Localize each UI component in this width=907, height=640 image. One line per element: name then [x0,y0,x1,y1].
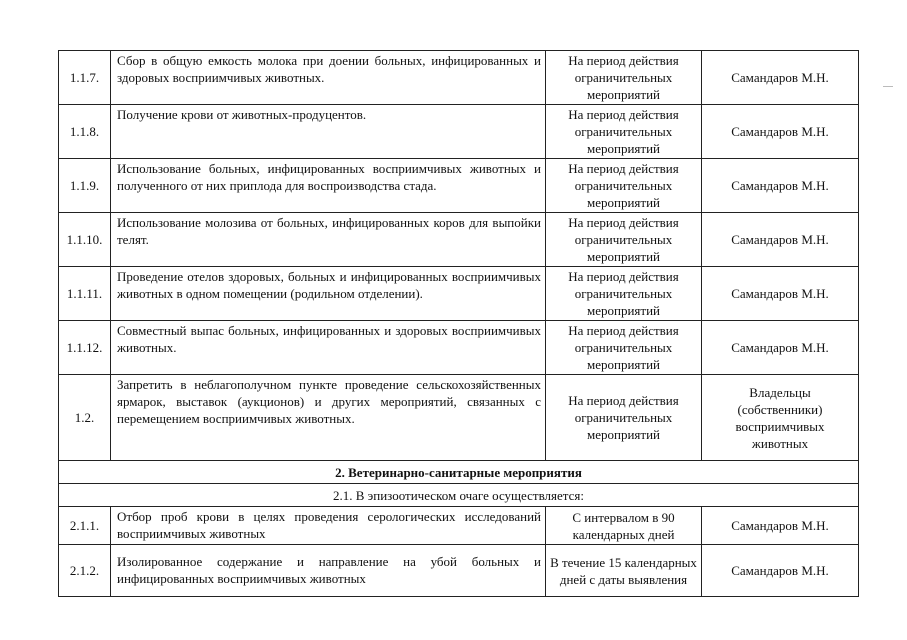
item-number: 1.1.11. [59,267,111,321]
item-description: Использование молозива от больных, инфицированных коров для выпойки телят. [111,213,546,267]
item-description: Получение крови от животных-продуцентов. [111,105,546,159]
item-term: На период действия ограничительных мероприятий [546,105,702,159]
subsection-title: 2.1. В эпизоотическом очаге осуществляется: [59,484,859,507]
item-term: На период действия ограничительных мероприятий [546,375,702,461]
item-description: Совместный выпас больных, инфицированных и здоровых восприимчивых животных. [111,321,546,375]
item-term: На период действия ограничительных мероприятий [546,51,702,105]
item-description: Сбор в общую емкость молока при доении больных, инфицированных и здоровых восприимчивых животных. [111,51,546,105]
section-row [59,461,859,484]
item-responsible: Самандаров М.Н. [702,545,859,597]
item-number: 2.1.2. [59,545,111,597]
item-term: С интервалом в 90 календарных дней [546,507,702,545]
item-description: Изолированное содержание и направление на убой больных и инфицированных восприимчивых животных [111,545,546,597]
item-term: На период действия ограничительных мероприятий [546,321,702,375]
item-responsible: Самандаров М.Н. [702,159,859,213]
item-term: На период действия ограничительных мероприятий [546,213,702,267]
table-row [59,507,859,545]
item-number: 1.1.10. [59,213,111,267]
item-number: 1.1.9. [59,159,111,213]
table-row [59,105,859,159]
item-responsible: Самандаров М.Н. [702,267,859,321]
item-responsible: Самандаров М.Н. [702,51,859,105]
item-description: Отбор проб крови в целях проведения серологических исследований восприимчивых животных [111,507,546,545]
item-description: Проведение отелов здоровых, больных и инфицированных восприимчивых животных в одном помещении (родильном отделении). [111,267,546,321]
scan-mark [883,86,893,87]
table-row [59,321,859,375]
table-row [59,213,859,267]
item-responsible: Самандаров М.Н. [702,213,859,267]
item-description: Использование больных, инфицированных восприимчивых животных и полученного от них приплода для воспроизводства стада. [111,159,546,213]
item-responsible: Самандаров М.Н. [702,321,859,375]
item-term: На период действия ограничительных мероприятий [546,159,702,213]
measures-table [58,50,859,597]
table-row [59,545,859,597]
item-responsible: Владельцы (собственники) восприимчивых животных [702,375,859,461]
item-responsible: Самандаров М.Н. [702,507,859,545]
subsection-row [59,484,859,507]
item-responsible: Самандаров М.Н. [702,105,859,159]
item-term: В течение 15 календарных дней с даты выявления [546,545,702,597]
item-number: 1.1.8. [59,105,111,159]
item-number: 1.1.7. [59,51,111,105]
table-row [59,375,859,461]
section-title: 2. Ветеринарно-санитарные мероприятия [59,461,859,484]
item-number: 2.1.1. [59,507,111,545]
item-number: 1.1.12. [59,321,111,375]
item-number: 1.2. [59,375,111,461]
item-term: На период действия ограничительных мероприятий [546,267,702,321]
table-row [59,159,859,213]
table-row [59,51,859,105]
table-row [59,267,859,321]
item-description: Запретить в неблагополучном пункте проведение сельскохозяйственных ярмарок, выставок (аукционов) и других мероприятий, связанных с перемещением восприимчивых животных. [111,375,546,461]
